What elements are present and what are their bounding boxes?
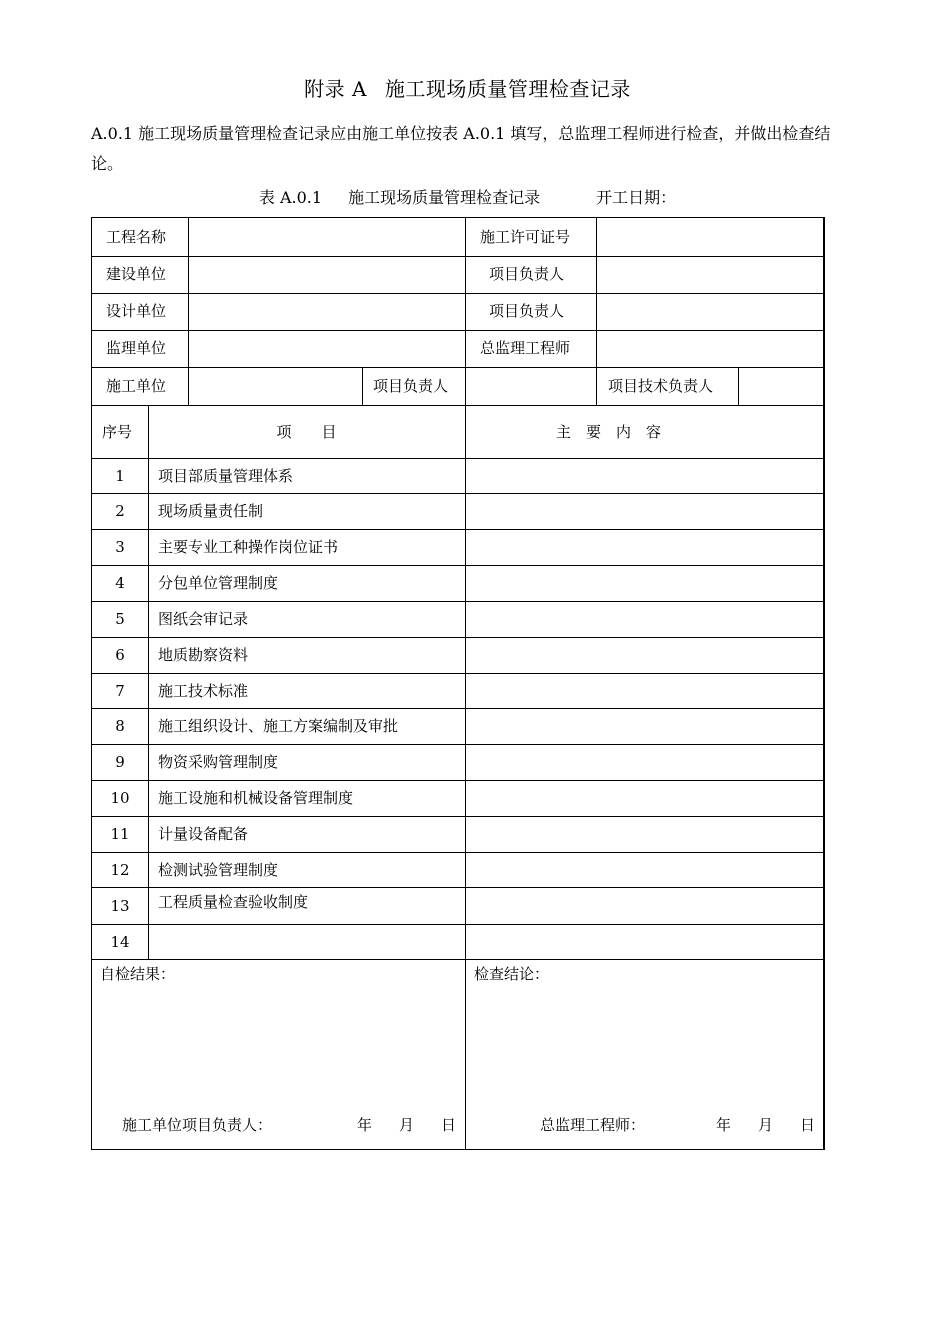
content-column-header: 主 要 内 容 bbox=[555, 423, 661, 441]
column-divider bbox=[596, 367, 597, 405]
row-divider bbox=[92, 330, 824, 331]
row-number: 12 bbox=[110, 861, 130, 879]
row-divider bbox=[92, 405, 824, 406]
row-item-name: 现场质量责任制 bbox=[158, 502, 264, 520]
row-number: 3 bbox=[115, 538, 125, 556]
column-divider bbox=[362, 367, 363, 405]
self-check-signature bbox=[122, 1114, 272, 1135]
row-item-name: 施工组织设计、施工方案编制及审批 bbox=[158, 717, 399, 735]
row-divider bbox=[92, 367, 824, 368]
review-conclusion-label: 检查结论： bbox=[474, 965, 550, 983]
owner-manager-label: 项目负责人 bbox=[489, 265, 565, 283]
column-divider bbox=[465, 218, 466, 367]
row-number: 5 bbox=[115, 610, 125, 628]
row-number: 4 bbox=[115, 574, 125, 592]
column-divider bbox=[465, 367, 466, 405]
construction-manager-label: 项目负责人 bbox=[373, 377, 449, 395]
row-divider bbox=[92, 458, 824, 459]
row-divider bbox=[92, 565, 824, 566]
column-divider bbox=[148, 405, 149, 959]
row-number: 9 bbox=[115, 753, 125, 771]
column-divider bbox=[188, 218, 189, 405]
row-divider bbox=[92, 708, 824, 709]
column-divider bbox=[596, 218, 597, 367]
row-number: 10 bbox=[110, 789, 130, 807]
appendix-title: 施工现场质量管理检查记录 bbox=[384, 77, 631, 101]
row-number: 1 bbox=[115, 467, 125, 485]
row-number: 7 bbox=[115, 682, 125, 700]
technical-manager-label: 项目技术负责人 bbox=[608, 377, 714, 395]
table-caption bbox=[0, 185, 935, 208]
column-divider bbox=[738, 367, 739, 405]
column-divider bbox=[465, 405, 466, 1149]
row-divider bbox=[92, 852, 824, 853]
review-signer-label: 总监理工程师： bbox=[540, 1116, 646, 1134]
self-check-day: 日 bbox=[441, 1116, 457, 1134]
appendix-label: 附录 A bbox=[304, 77, 367, 101]
row-divider bbox=[92, 887, 824, 888]
row-item-name: 施工设施和机械设备管理制度 bbox=[158, 789, 354, 807]
owner-unit-label: 建设单位 bbox=[106, 265, 167, 283]
row-number: 11 bbox=[110, 825, 130, 843]
supervision-unit-label: 监理单位 bbox=[106, 339, 167, 357]
row-divider bbox=[92, 744, 824, 745]
row-divider bbox=[92, 637, 824, 638]
review-day: 日 bbox=[800, 1116, 816, 1134]
row-item-name: 物资采购管理制度 bbox=[158, 753, 279, 771]
self-check-year: 年 bbox=[357, 1116, 373, 1134]
project-name-label: 工程名称 bbox=[106, 228, 167, 246]
row-item-name: 主要专业工种操作岗位证书 bbox=[158, 538, 339, 556]
start-date-label: 开工日期： bbox=[596, 188, 677, 207]
row-item-name: 项目部质量管理体系 bbox=[158, 467, 294, 485]
self-check-label: 自检结果： bbox=[100, 965, 176, 983]
row-divider bbox=[92, 673, 824, 674]
chief-supervisor-label: 总监理工程师 bbox=[480, 339, 571, 357]
review-year: 年 bbox=[716, 1116, 732, 1134]
page-title bbox=[0, 73, 935, 102]
row-divider bbox=[92, 493, 824, 494]
seq-column-header: 序号 bbox=[102, 423, 133, 441]
construction-unit-label: 施工单位 bbox=[106, 377, 167, 395]
row-item-name: 施工技术标准 bbox=[158, 682, 249, 700]
table-number: 表 A.0.1 bbox=[258, 188, 323, 207]
design-unit-label: 设计单位 bbox=[106, 302, 167, 320]
row-item-name: 工程质量检查验收制度 bbox=[158, 893, 309, 911]
review-signature bbox=[540, 1114, 645, 1135]
row-divider bbox=[92, 924, 824, 925]
row-item-name: 分包单位管理制度 bbox=[158, 574, 279, 592]
row-item-name: 检测试验管理制度 bbox=[158, 861, 279, 879]
item-column-header: 项 目 bbox=[276, 423, 337, 441]
row-divider bbox=[92, 256, 824, 257]
row-number: 14 bbox=[110, 933, 130, 951]
row-number: 13 bbox=[110, 897, 130, 915]
row-divider bbox=[92, 959, 824, 960]
review-month: 月 bbox=[758, 1116, 774, 1134]
row-number: 6 bbox=[115, 646, 125, 664]
row-divider bbox=[92, 529, 824, 530]
row-item-name: 地质勘察资料 bbox=[158, 646, 249, 664]
row-number: 2 bbox=[115, 502, 125, 520]
permit-number-label: 施工许可证号 bbox=[480, 228, 571, 246]
row-divider bbox=[92, 601, 824, 602]
row-item-name: 计量设备配备 bbox=[158, 825, 249, 843]
row-item-name: 图纸会审记录 bbox=[158, 610, 249, 628]
intro-paragraph: A.0.1 施工现场质量管理检查记录应由施工单位按表 A.0.1 填写，总监理工程师进行检查，并做出检查结论。 bbox=[91, 124, 831, 173]
table-name: 施工现场质量管理检查记录 bbox=[348, 188, 541, 207]
row-divider bbox=[92, 816, 824, 817]
self-check-month: 月 bbox=[399, 1116, 415, 1134]
row-number: 8 bbox=[115, 717, 125, 735]
design-manager-label: 项目负责人 bbox=[489, 302, 565, 320]
inspection-record-table bbox=[91, 217, 825, 1150]
row-divider bbox=[92, 780, 824, 781]
row-divider bbox=[92, 293, 824, 294]
self-signer-label: 施工单位项目负责人： bbox=[122, 1116, 273, 1134]
